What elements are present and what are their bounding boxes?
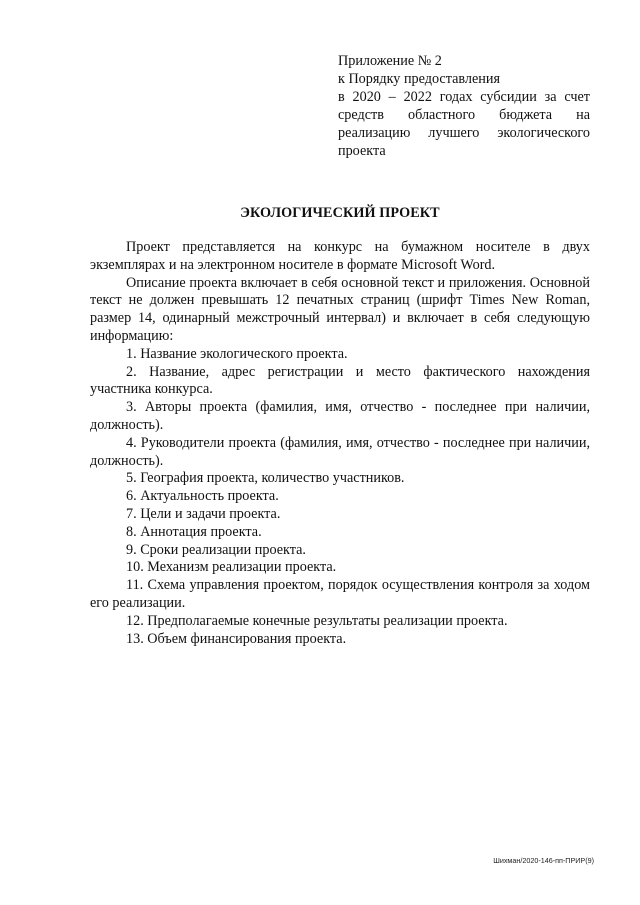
list-item: 5. География проекта, количество участников. bbox=[126, 470, 405, 487]
list-item: 1. Название экологического проекта. bbox=[126, 345, 348, 362]
document-body bbox=[90, 239, 590, 648]
document-footer-code: Шихман/2020-146-пп-ПРИР(9) bbox=[493, 856, 594, 865]
paragraph: Описание проекта включает в себя основной текст и приложения. Основной текст не должен превышать 12 печатных страниц (шрифт Times New Roman, размер 14, одинарный межстрочный интервал) и включает в себя следующую информацию: bbox=[90, 274, 590, 344]
list-item: 7. Цели и задачи проекта. bbox=[126, 505, 281, 522]
document-title: ЭКОЛОГИЧЕСКИЙ ПРОЕКТ bbox=[240, 205, 440, 221]
list-item: 8. Аннотация проекта. bbox=[126, 523, 262, 540]
appendix-header bbox=[338, 52, 590, 160]
list-item: 6. Актуальность проекта. bbox=[126, 488, 279, 505]
list-item: 11. Схема управления проектом, порядок осуществления контроля за ходом его реализации. bbox=[90, 577, 590, 611]
list-item: 4. Руководители проекта (фамилия, имя, отчество - последнее при наличии, должность). bbox=[90, 434, 590, 469]
paragraph: Проект представляется на конкурс на бумажном носителе в двух экземплярах и на электронном носителе в формате Microsoft Word. bbox=[90, 239, 590, 273]
list-item: 10. Механизм реализации проекта. bbox=[126, 559, 337, 576]
list-item: 13. Объем финансирования проекта. bbox=[126, 630, 347, 647]
list-item: 12. Предполагаемые конечные результаты реализации проекта. bbox=[126, 612, 508, 629]
appendix-reference: к Порядку предоставления bbox=[338, 71, 500, 87]
list-item: 2. Название, адрес регистрации и место фактического нахождения участника конкурса. bbox=[90, 363, 590, 398]
appendix-number: Приложение № 2 bbox=[338, 53, 442, 69]
list-item: 9. Сроки реализации проекта. bbox=[126, 541, 306, 558]
appendix-description: в 2020 – 2022 годах субсидии за счет средств областного бюджета на реализацию лучшего экологического проекта bbox=[338, 89, 590, 159]
list-item: 3. Авторы проекта (фамилия, имя, отчество - последнее при наличии, должность). bbox=[90, 399, 590, 433]
